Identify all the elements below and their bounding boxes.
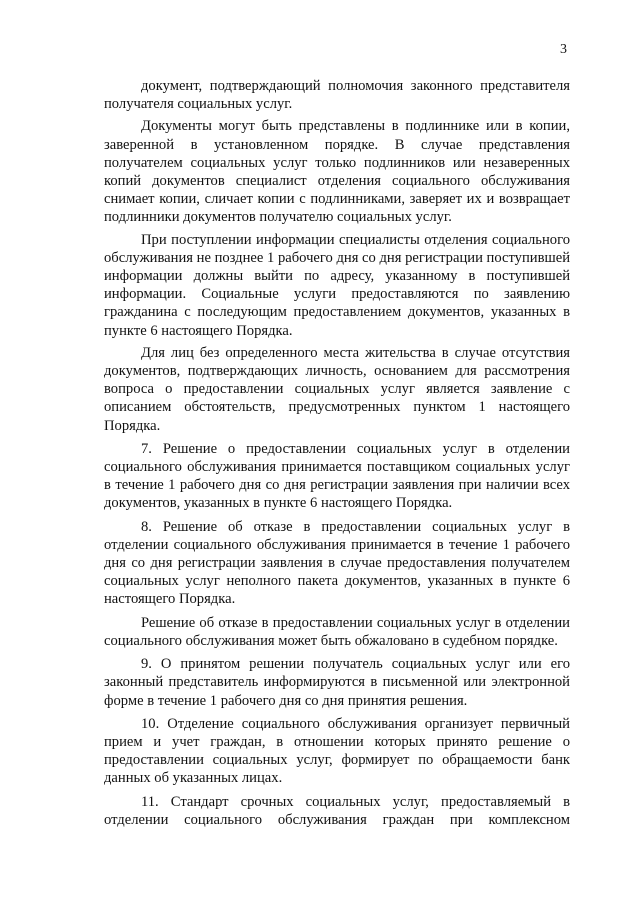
page-number: 3 — [560, 42, 567, 57]
paragraph-section-9: 9. О принятом решении получатель социальных услуг или его законный представитель информируются в письменной или электронной форме в течение 1 рабочего дня со дня принятия решения. — [104, 656, 570, 709]
paragraph-section-11: 11. Стандарт срочных социальных услуг, предоставляемый в отделении социального обслуживания граждан при комплексном — [104, 793, 570, 828]
paragraph-homeless-persons: Для лиц без определенного места жительства в случае отсутствия документов, подтверждающих личность, основанием для рассмотрения вопроса о предоставлении социальных услуг является заявление с описанием обстоятельств, предусмотренных пунктом 1 настоящего Порядка. — [104, 344, 570, 434]
paragraph-appeal: Решение об отказе в предоставлении социальных услуг в отделении социального обслуживания может быть обжаловано в судебном порядке. — [104, 614, 570, 649]
paragraph-section-10: 10. Отделение социального обслуживания организует первичный прием и учет граждан, в отношении которых принято решение о предоставлении социальных услуг, формирует по обращаемости банк данных об указанных лицах. — [104, 715, 570, 787]
paragraph-section-7: 7. Решение о предоставлении социальных услуг в отделении социального обслуживания принимается поставщиком социальных услуг в течение 1 рабочего дня со дня регистрации заявления при наличии всех документов, указанных в пункте 6 настоящего Порядка. — [104, 440, 570, 512]
document-body — [104, 77, 570, 829]
paragraph-information-receipt: При поступлении информации специалисты отделения социального обслуживания не позднее 1 рабочего дня со дня регистрации поступившей информации должны выйти по адресу, указанному в поступившей информации. Социальные услуги предоставляются по заявлению гражданина с последующим предоставлением документов, указанных в пункте 6 настоящего Порядка. — [104, 231, 571, 339]
paragraph-legal-representative-document: документ, подтверждающий полномочия законного представителя получателя социальных услуг. — [104, 78, 570, 113]
paragraph-section-8: 8. Решение об отказе в предоставлении социальных услуг в отделении социального обслуживания принимается в течение 1 рабочего дня со дня регистрации заявления в случае предоставления получателем социальных услуг неполного пакета документов, указанных в пункте 6 настоящего Порядка. — [104, 518, 570, 608]
paragraph-document-copies: Документы могут быть представлены в подлиннике или в копии, заверенной в установленном порядке. В случае представления получателем социальных услуг только подлинников или незаверенных копий документов специалист отделения социального обслуживания снимает копии, сличает копии с подлинниками, заверяет их и возвращает подлинники документов получателю социальных услуг. — [104, 118, 570, 226]
